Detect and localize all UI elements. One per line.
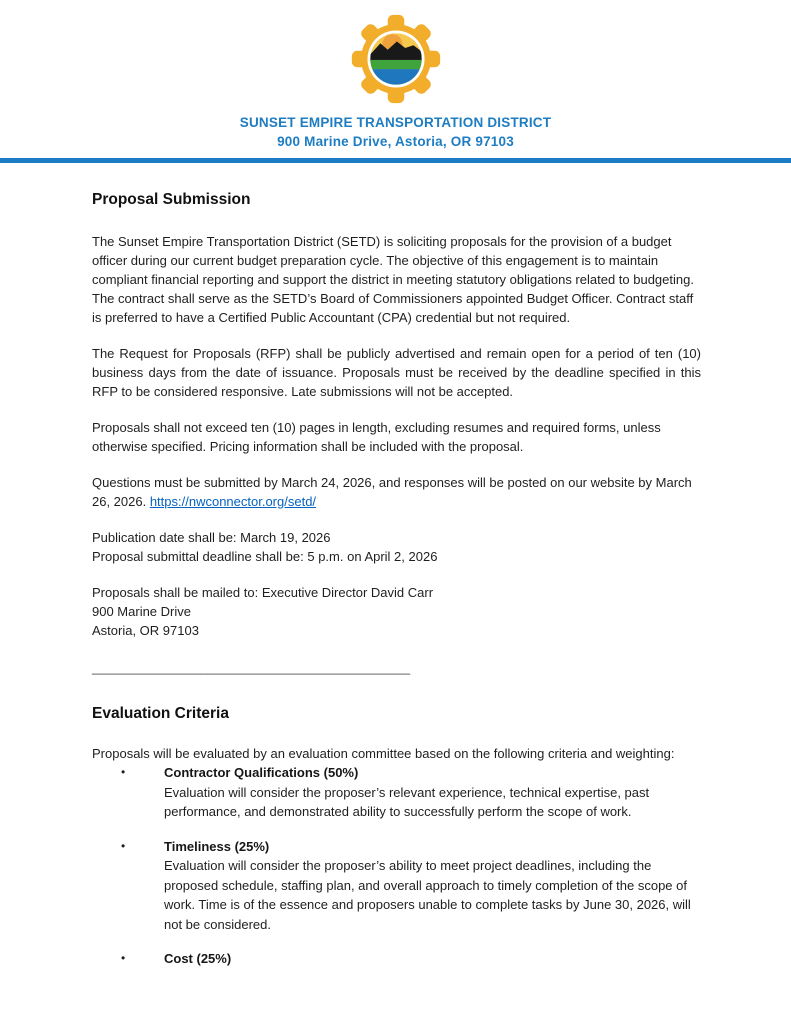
org-address: 900 Marine Drive, Astoria, OR 97103: [277, 134, 514, 149]
paragraph-setd-intro: The Sunset Empire Transportation District (SETD) is soliciting proposals for the provision of a budget officer during our current budget preparation cycle. The objective of this engagement is to maintain compliant financial reporting and support the district in meeting statutory obligations related to budgeting. The contract shall serve as the SETD’s Board of Commissioners appointed Budget Officer. Contract staff is preferred to have a Certified Public Accountant (CPA) credential but not required.: [92, 234, 694, 325]
paragraph-page-limit: Proposals shall not exceed ten (10) pages in length, excluding resumes and required forms, unless otherwise specified. Pricing information shall be included with the proposal.: [92, 420, 661, 454]
mailing-address: [92, 583, 701, 640]
criterion-label: Cost (25%): [164, 951, 232, 966]
criterion-body: [164, 837, 701, 935]
setd-gear-logo-icon: [0, 13, 791, 105]
org-name: SUNSET EMPIRE TRANSPORTATION DISTRICT: [239, 115, 552, 130]
criterion-label: Contractor Qualifications (50%): [164, 765, 359, 780]
evaluation-intro: Proposals will be evaluated by an evaluation committee based on the following criteria and weighting:: [92, 746, 675, 761]
paragraph-rfp-advertising: The Request for Proposals (RFP) shall be publicly advertised and remain open for a period of ten (10) business days from the date of issuance. Proposals must be received by the deadline specified in this RFP to be considered responsive. Late submissions will not be accepted.: [92, 346, 701, 399]
mailing-line-city: Astoria, OR 97103: [92, 623, 199, 638]
gear-logo-graphic: [350, 13, 442, 105]
submittal-deadline-line: Proposal submittal deadline shall be: 5 p.m. on April 2, 2026: [92, 549, 438, 564]
mailing-line-street: 900 Marine Drive: [92, 604, 191, 619]
publication-date-line: Publication date shall be: March 19, 2026: [92, 530, 331, 545]
criterion-timeliness: [92, 837, 701, 935]
header-rule: [0, 158, 791, 163]
document-body: [0, 189, 791, 969]
criterion-description: Evaluation will consider the proposer’s relevant experience, technical expertise, past performance, and demonstrated ability to successfully perform the scope of work.: [164, 784, 650, 819]
letterhead: [0, 0, 791, 151]
criterion-body: [164, 949, 701, 969]
criterion-contractor-qualifications: [92, 763, 701, 822]
section-title-evaluation-criteria: Evaluation Criteria: [92, 705, 229, 722]
key-dates: [92, 528, 701, 566]
section-divider: ____________________________________________: [92, 660, 411, 675]
section-title-proposal-submission: Proposal Submission: [92, 191, 251, 208]
paragraph-questions: [92, 473, 701, 511]
questions-text: Questions must be submitted by March 24, 2026, and responses will be posted on our website by March 26, 2026.: [92, 475, 692, 509]
criterion-body: [164, 763, 701, 822]
bullet-icon: •: [121, 951, 126, 965]
criterion-description: Evaluation will consider the proposer’s ability to meet project deadlines, including the proposed schedule, staffing plan, and overall approach to timely completion of the scope of work. Time is of the essence and proposers unable to complete tasks by June 30, 2026, will not be considered.: [164, 858, 691, 932]
criteria-list: [92, 763, 701, 969]
bullet-icon: •: [121, 765, 126, 779]
bullet-icon: •: [121, 838, 126, 853]
mailing-line-recipient: Proposals shall be mailed to: Executive Director David Carr: [92, 585, 434, 600]
website-link[interactable]: https://nwconnector.org/setd/: [149, 494, 317, 509]
criterion-cost: [92, 949, 701, 969]
criterion-label: Timeliness (25%): [164, 838, 270, 854]
